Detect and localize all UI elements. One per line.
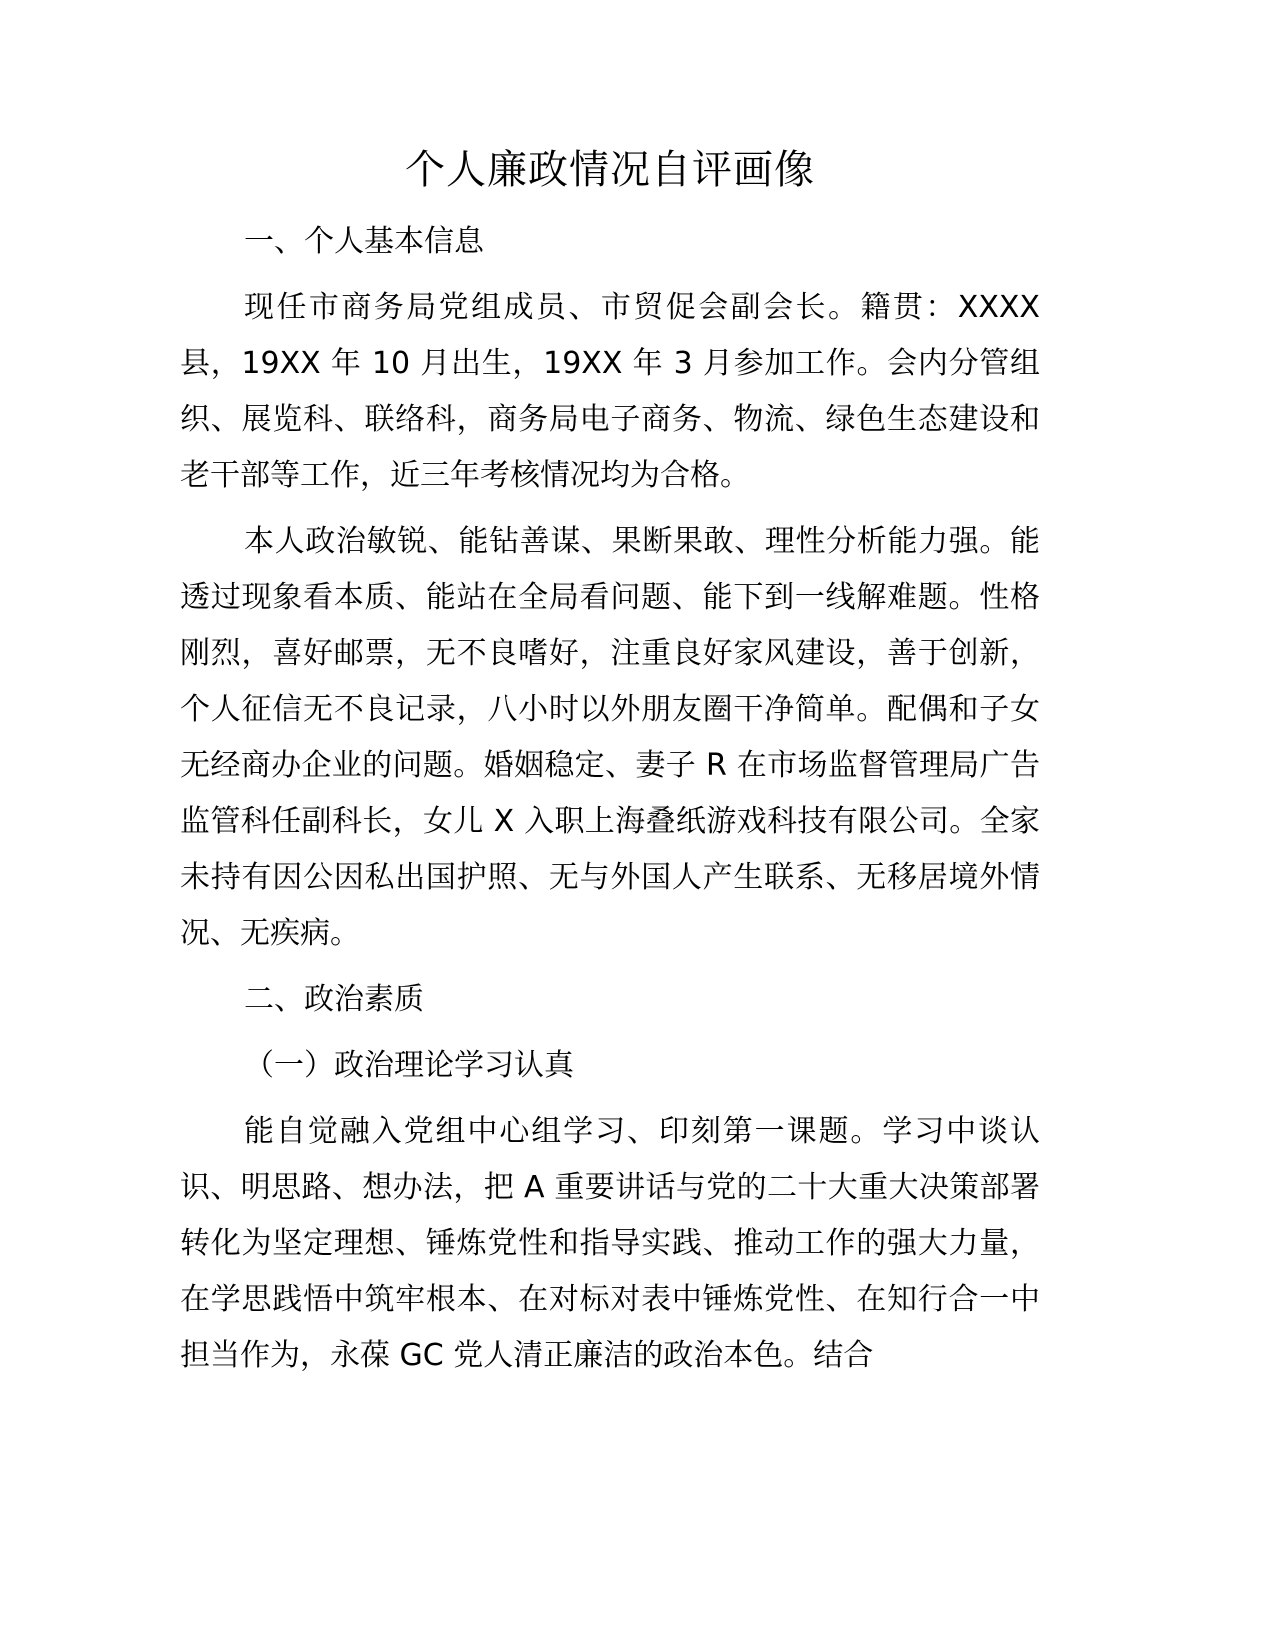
section-heading-political-quality: 二、政治素质 [244, 982, 424, 1017]
paragraph-theory-study: 能自觉融入党组中心组学习、印刻第一课题。学习中谈认识、明思路、想办法，把 A 重要讲话与党的二十大重大决策部署转化为坚定理想、锤炼党性和指导实践、推动工作的强大力量，在学思践悟中筑牢根本、在对标对表中锤炼党性、在知行合一中担当作为，永葆 GC 党人清正廉洁的政治本色。结合 [180, 1114, 1040, 1373]
section-heading-basic-info: 一、个人基本信息 [244, 224, 484, 259]
document-page [180, 140, 1040, 1394]
paragraph-personal-traits: 本人政治敏锐、能钻善谋、果断果敢、理性分析能力强。能透过现象看本质、能站在全局看问题、能下到一线解难题。性格刚烈，喜好邮票，无不良嗜好，注重良好家风建设，善于创新，个人征信无不良记录，八小时以外朋友圈干净简单。配偶和子女无经商办企业的问题。婚姻稳定、妻子 R 在市场监督管理局广告监管科任副科长，女儿 X 入职上海叠纸游戏科技有限公司。全家未持有因公因私出国护照、无与外国人产生联系、无移居境外情况、无疾病。 [180, 524, 1040, 951]
subsection-heading-theory-study: （一）政治理论学习认真 [244, 1048, 574, 1083]
paragraph-position-info: 现任市商务局党组成员、市贸促会副会长。籍贯：XXXX县，19XX 年 10 月出生，19XX 年 3 月参加工作。会内分管组织、展览科、联络科，商务局电子商务、物流、绿色生态建设和老干部等工作，近三年考核情况均为合格。 [180, 290, 1040, 493]
document-title: 个人廉政情况自评画像 [405, 147, 815, 193]
